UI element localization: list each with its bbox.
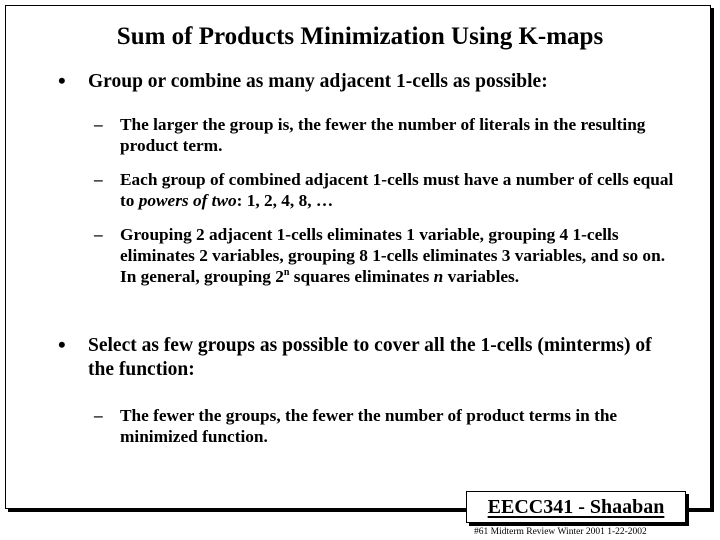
subitem-fewer-groups bbox=[94, 405, 676, 447]
dash-marker: – bbox=[94, 170, 103, 189]
bullet-group-adjacent bbox=[58, 70, 678, 94]
superscript-n: n bbox=[283, 267, 290, 279]
footer-course-label: EECC341 - Shaaban bbox=[487, 496, 665, 518]
footer-course-box bbox=[466, 491, 686, 523]
subitem-text: The fewer the groups, the fewer the number of product terms in the minimized function. bbox=[120, 406, 618, 446]
subitem-larger-group bbox=[94, 114, 676, 156]
subitem-powers-of-two bbox=[94, 169, 676, 211]
bullet-marker: • bbox=[58, 332, 66, 357]
subitem-text: Grouping 2 adjacent 1-cells eliminates 1 variable, grouping 4 1-cells eliminates 2 variables, grouping 8 1-cells eliminates 3 variables, and so on. In general, grouping 2$^n$ squares eliminates n variables. bbox=[120, 225, 666, 286]
subitem-text: Each group of combined adjacent 1-cells must have a number of cells equal to powers of two: 1, 2, 4, 8, … bbox=[120, 170, 674, 210]
bullet-text: Group or combine as many adjacent 1-cells as possible: bbox=[88, 71, 548, 92]
emphasis-n: n bbox=[433, 267, 444, 286]
bullet-marker: • bbox=[58, 68, 66, 93]
bullet-select-few-groups bbox=[58, 334, 678, 382]
subitem-grouping-eliminates bbox=[94, 224, 676, 287]
slide-title: Sum of Products Minimization Using K-maps bbox=[116, 23, 604, 50]
emphasis-powers-of-two: powers of two bbox=[138, 191, 237, 210]
dash-marker: – bbox=[94, 115, 103, 134]
dash-marker: – bbox=[94, 406, 103, 425]
bullet-text: Select as few groups as possible to cover all the 1-cells (minterms) of the function: bbox=[88, 335, 652, 380]
dash-marker: – bbox=[94, 225, 103, 244]
footer-note: #61 Midterm Review Winter 2001 1-22-2002 bbox=[474, 527, 647, 537]
subitem-text: The larger the group is, the fewer the number of literals in the resulting product term. bbox=[120, 115, 646, 155]
